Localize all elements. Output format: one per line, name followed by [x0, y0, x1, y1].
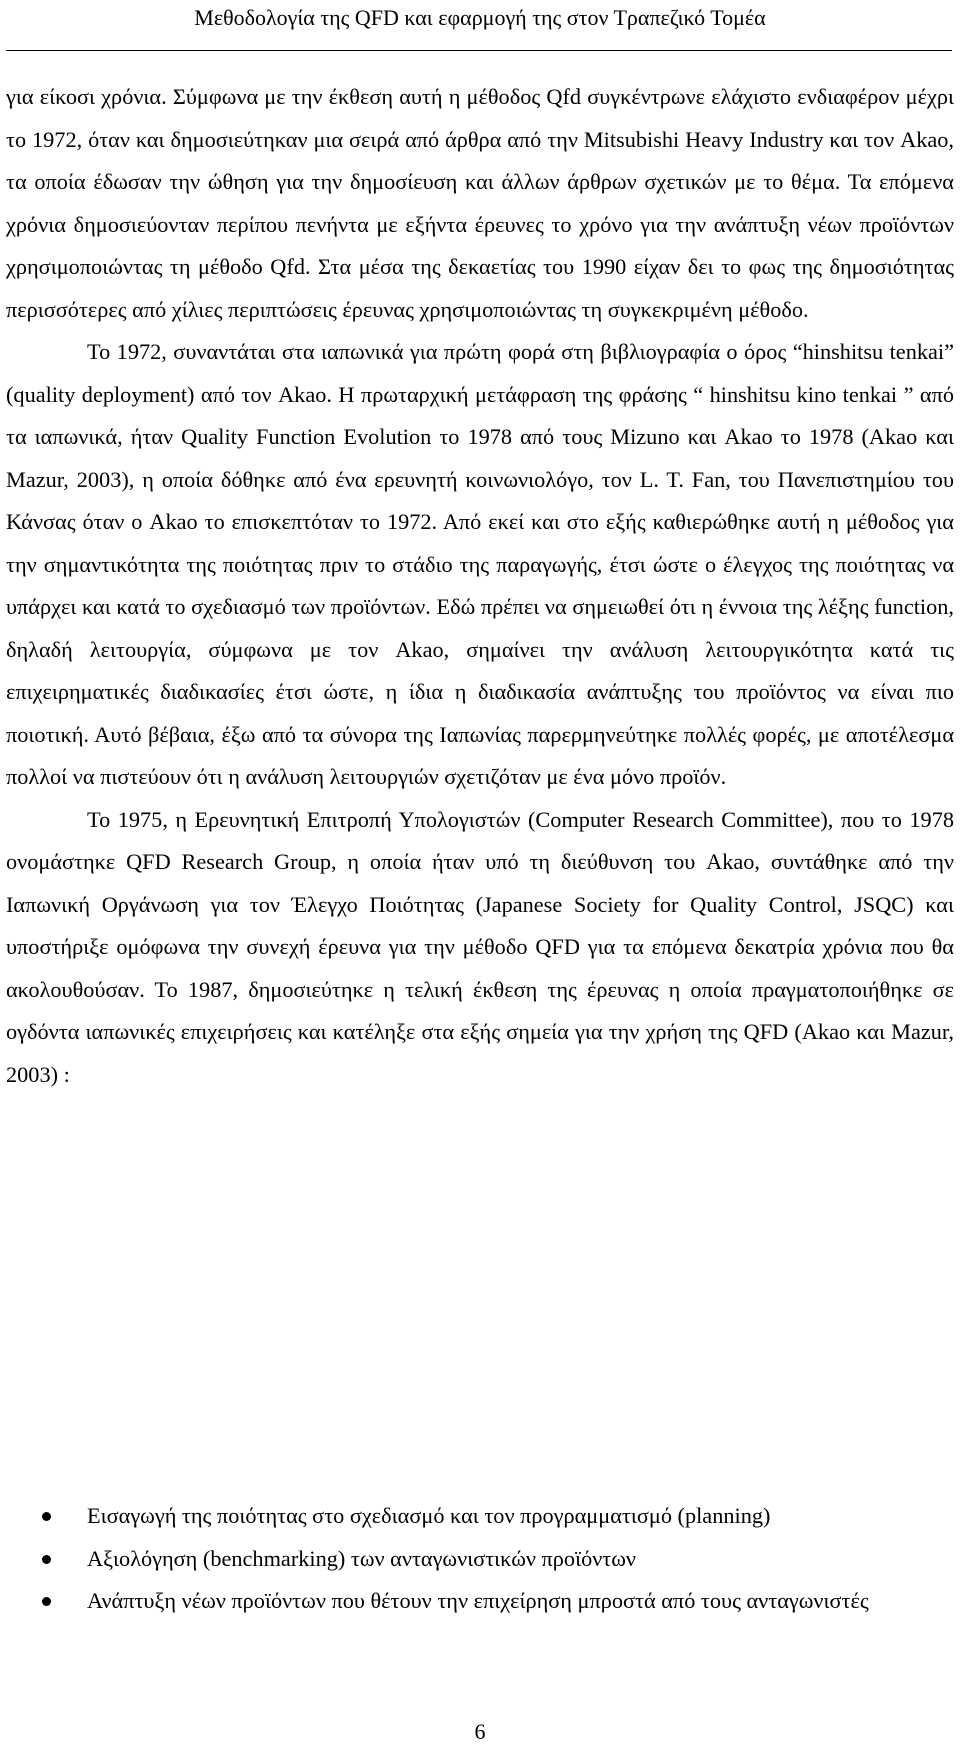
paragraph-1: για είκοσι χρόνια. Σύμφωνα με την έκθεση αυτή η μέθοδος Qfd συγκέντρωνε ελάχιστο ενδιαφέρον μέχρι το 1972, όταν και δημοσιεύτηκαν μια σειρά από άρθρα από την Mitsubishi Heavy Industry και τον Akao, τα οποία έδωσαν την ώθηση για την δημοσίευση και άλλων άρθρων σχετικών με το θέμα. Τα επόμενα χρόνια δημοσιεύονταν περίπου πενήντα με εξήντα έρευνες το χρόνο για την ανάπτυξη νέων προϊόντων χρησιμοποιώντας τη μέθοδο Qfd. Στα μέσα της δεκαετίας του 1990 είχαν δει το φως της δημοσιότητας περισσότερες από χίλιες περιπτώσεις έρευνας χρησιμοποιώντας τη συγκεκριμένη μέθοδο.	[6, 84, 954, 322]
bullet-item	[6, 1495, 954, 1538]
bullet-item	[6, 1538, 954, 1581]
body-text	[6, 76, 954, 1096]
bullet-dot-icon	[42, 1555, 51, 1564]
paragraph-3: Το 1975, η Ερευνητική Επιτροπή Υπολογιστών (Computer Research Committee), που το 1978 ονομάστηκε QFD Research Group, η οποία ήταν υπό τη διεύθυνση του Akao, συντάθηκε από την Ιαπωνική Οργάνωση για τον Έλεγχο Ποιότητας (Japanese Society for Quality Control, JSQC) και υποστήριξε ομόφωνα την συνεχή έρευνα για την μέθοδο QFD για τα επόμενα δεκατρία χρόνια που θα ακολουθούσαν. Το 1987, δημοσιεύτηκε η τελική έκθεση της έρευνας η οποία πραγματοποιήθηκε σε ογδόντα ιαπωνικές επιχειρήσεις και κατέληξε στα εξής σημεία για την χρήση της QFD (Akao και Mazur, 2003) :	[6, 806, 954, 1087]
bullet-dot-icon	[42, 1597, 51, 1606]
paragraph-2: Το 1972, συναντάται στα ιαπωνικά για πρώτη φορά στη βιβλιογραφία ο όρος “hinshitsu tenkai” (quality deployment) από τον Akao. Η πρωταρχική μετάφραση της φράσης “ hinshitsu kino tenkai ” από τα ιαπωνικά, ήταν Quality Function Evolution το 1978 από τους Mizuno και Akao το 1978 (Akao και Mazur, 2003), η οποία δόθηκε από ένα ερευνητή κοινωνιολόγο, τον L. T. Fan, του Πανεπιστημίου του Κάνσας όταν ο Akao το επισκεπτόταν το 1972. Από εκεί και στο εξής καθιερώθηκε αυτή η μέθοδος για την σημαντικότητα της ποιότητας πριν το στάδιο της παραγωγής, έτσι ώστε ο έλεγχος της ποιότητας να υπάρχει και κατά το σχεδιασμό των προϊόντων. Εδώ πρέπει να σημειωθεί ότι η έννοια της λέξης function, δηλαδή λειτουργία, σύμφωνα με τον Akao, σημαίνει την ανάλυση λειτουργικότητα κατά τις επιχειρηματικές διαδικασίες έτσι ώστε, η ίδια η διαδικασία ανάπτυξης του προϊόντος να είναι πιο ποιοτική. Αυτό βέβαια, έξω από τα σύνορα της Ιαπωνίας παρερμηνεύτηκε πολλές φορές, με αποτέλεσμα πολλοί να πιστεύουν ότι η ανάλυση λειτουργιών σχετιζόταν με ένα μόνο προϊόν.	[6, 339, 954, 789]
bullet-text: Εισαγωγή της ποιότητας στο σχεδιασμό και τον προγραμματισμό (planning)	[87, 1503, 771, 1528]
bullet-dot-icon	[42, 1512, 51, 1521]
page-number: 6	[474, 1719, 486, 1744]
bullet-list	[6, 1495, 954, 1623]
bullet-item	[6, 1580, 954, 1623]
page-header-title: Μεθοδολογία της QFD και εφαρμογή της στον Τραπεζικό Τομέα	[194, 5, 766, 30]
bullet-text: Αξιολόγηση (benchmarking) των ανταγωνιστικών προϊόντων	[87, 1545, 637, 1571]
bullet-text: Ανάπτυξη νέων προϊόντων που θέτουν την επιχείρηση μπροστά από τους ανταγωνιστές	[87, 1588, 869, 1613]
header-divider	[6, 50, 952, 51]
